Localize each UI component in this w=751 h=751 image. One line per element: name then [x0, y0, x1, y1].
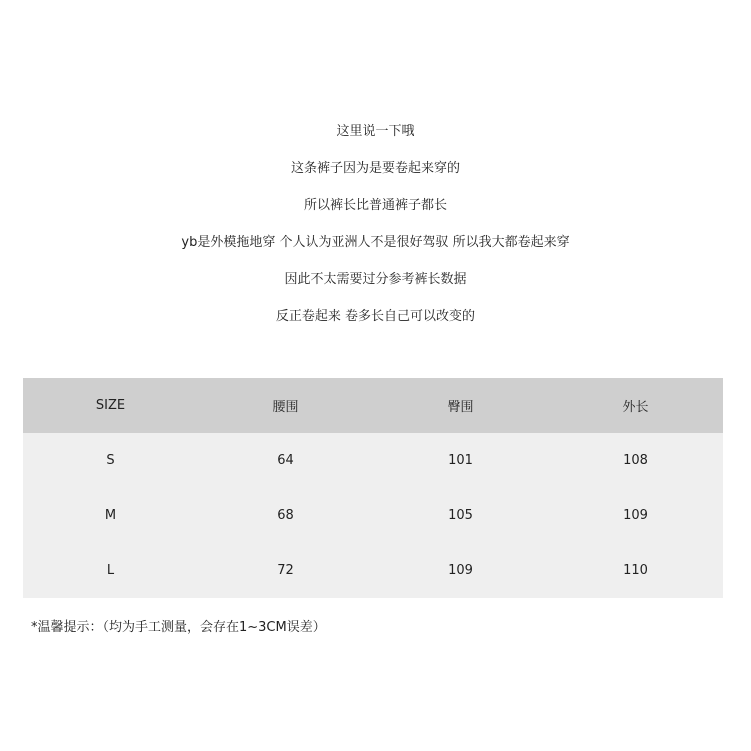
measurement-note: *温馨提示：（均为手工测量，会存在1~3CM误差） [31, 620, 326, 635]
header-waist: 腰围 [272, 400, 299, 415]
table-row [23, 433, 723, 488]
size-table [23, 378, 723, 598]
cell-size: S [106, 453, 115, 468]
intro-line: 所以裤长比普通裤子都长 [303, 198, 447, 213]
cell-waist: 68 [277, 508, 294, 523]
intro-line: 这里说一下哦 [336, 124, 415, 139]
header-size: SIZE [95, 398, 126, 413]
intro-line: yb是外模拖地穿 个人认为亚洲人不是很好驾驭 所以我大都卷起来穿 [181, 235, 570, 250]
cell-size: M [104, 508, 117, 523]
cell-waist: 64 [277, 453, 294, 468]
cell-waist: 72 [277, 563, 294, 578]
cell-length: 108 [623, 453, 648, 468]
intro-text-block [0, 118, 751, 340]
intro-line: 反正卷起来 卷多长自己可以改变的 [275, 309, 476, 324]
table-row [23, 543, 723, 598]
cell-length: 110 [623, 563, 648, 578]
cell-hip: 101 [448, 453, 473, 468]
table-row [23, 488, 723, 543]
intro-line: 这条裤子因为是要卷起来穿的 [290, 161, 460, 176]
cell-hip: 105 [448, 508, 473, 523]
header-hip: 臀围 [447, 400, 474, 415]
header-length: 外长 [622, 400, 649, 415]
intro-line: 因此不太需要过分参考裤长数据 [284, 272, 467, 287]
table-header-row [23, 378, 723, 433]
table-body [23, 433, 723, 598]
cell-size: L [106, 563, 115, 578]
cell-length: 109 [623, 508, 648, 523]
cell-hip: 109 [448, 563, 473, 578]
